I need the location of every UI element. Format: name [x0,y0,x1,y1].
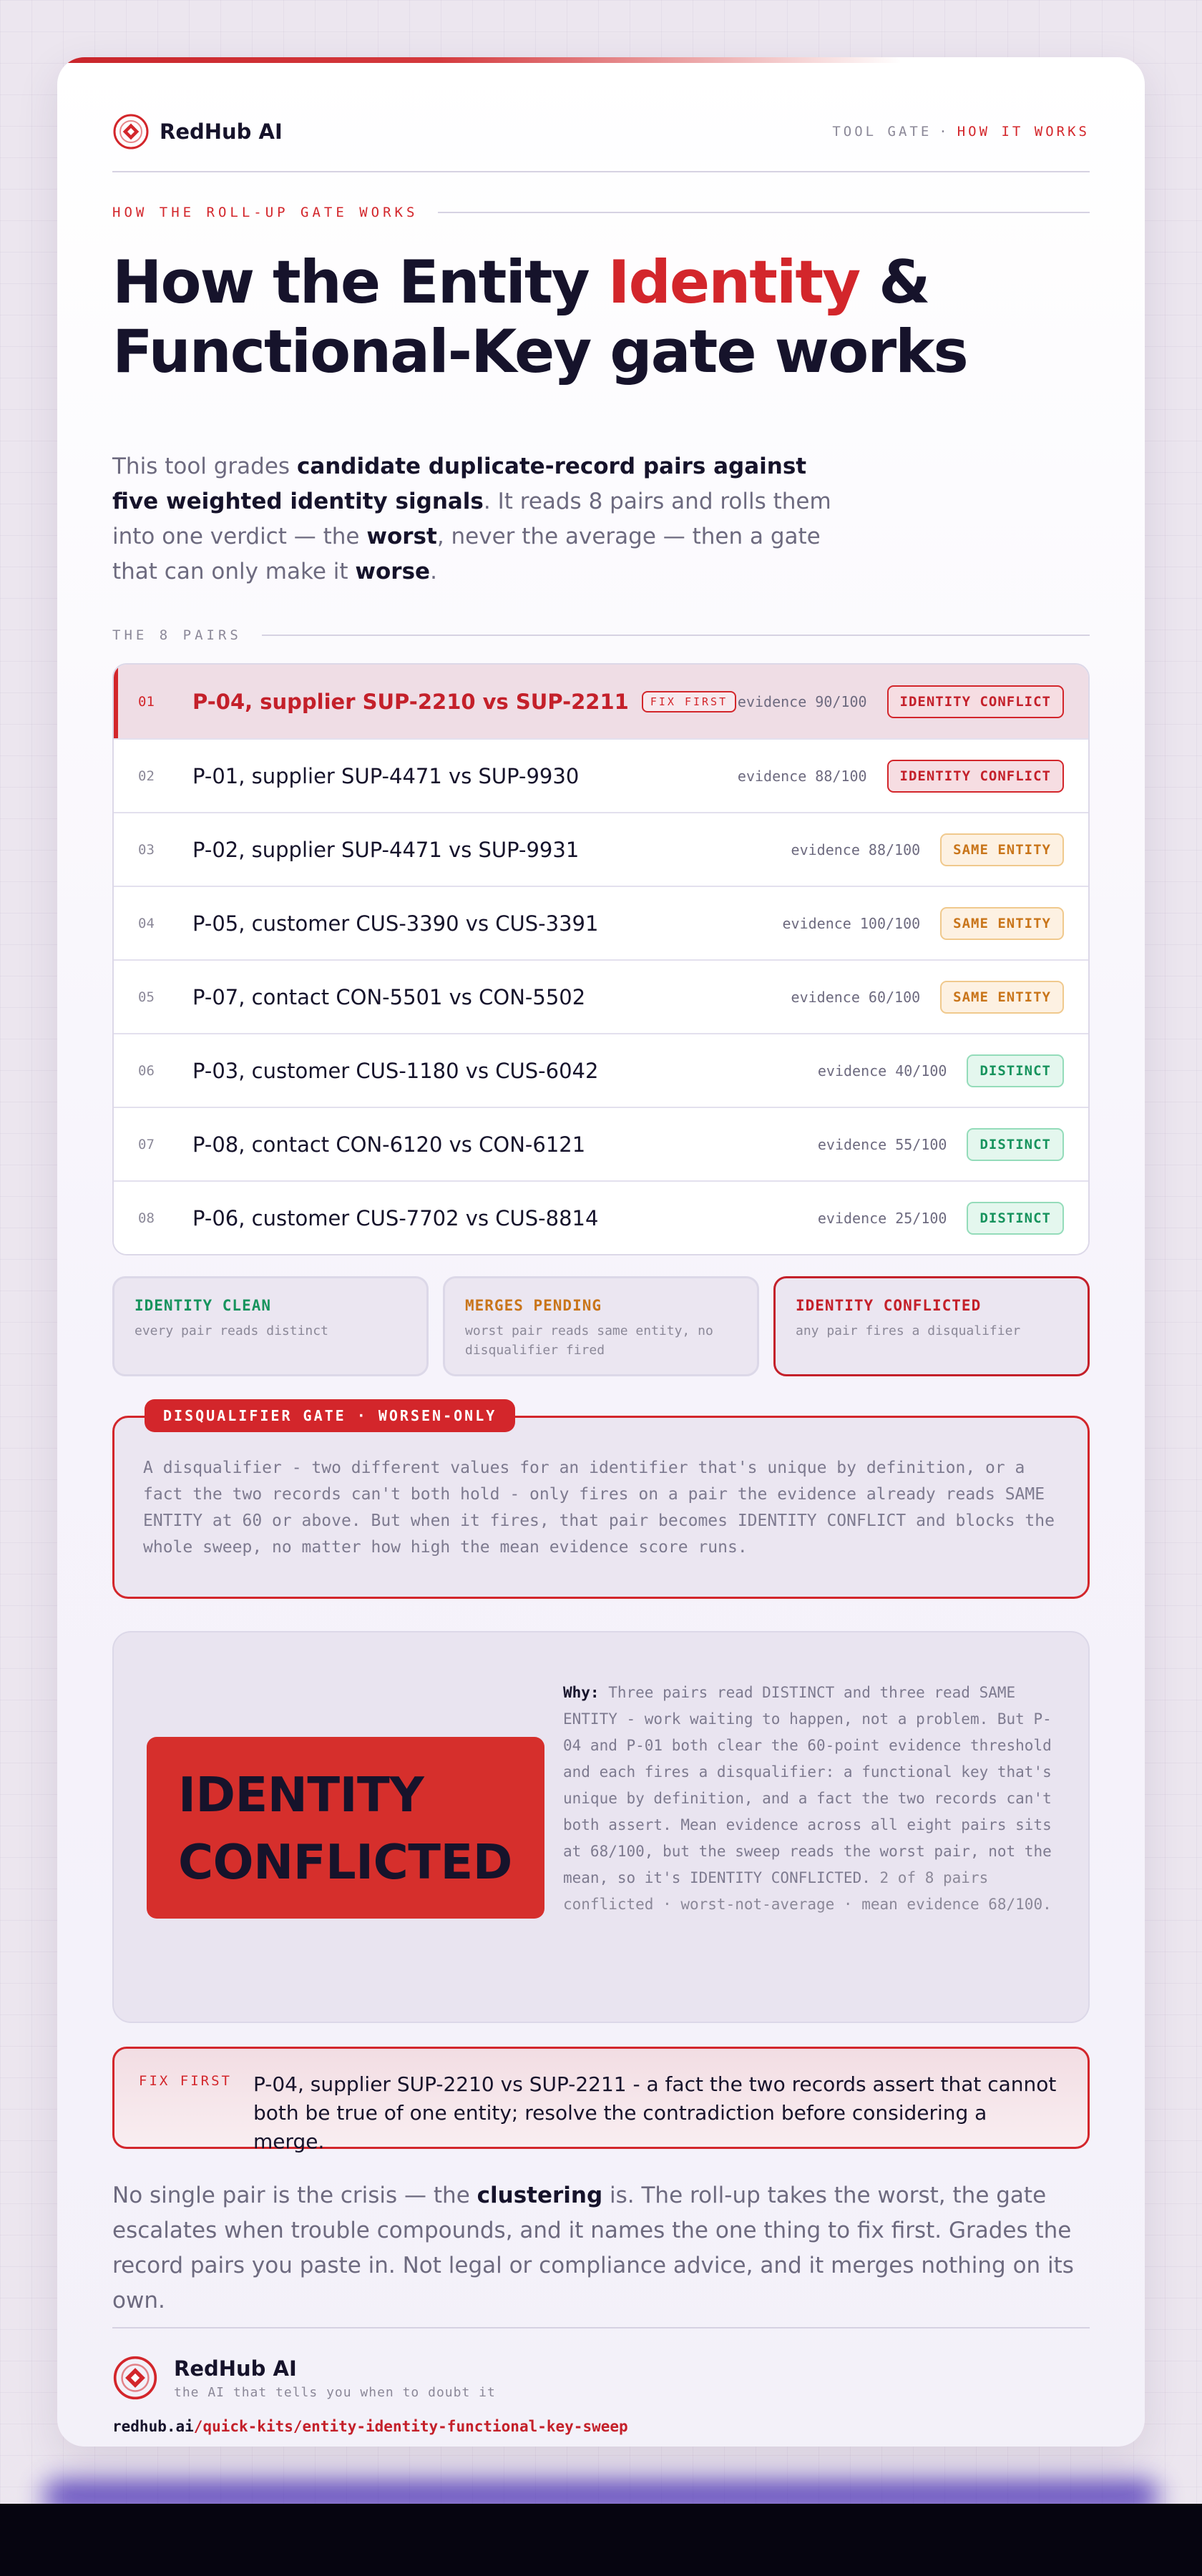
gate-text: A disqualifier - two different values for an identifier that's unique by definition, or a fact the two records can't both hold - only fires on a pair the evidence already reads SAME ENTITY at 60 or above. But when it fires, that pair becomes IDENTITY CONFLICT and blocks the whole sweep, no matter how high the mean evidence score runs. [143,1459,1055,1557]
lede-text: This tool grades [112,454,297,479]
lede-bold: worse [355,559,431,584]
why-label: Why: [563,1684,600,1701]
eyebrow: HOW THE ROLL-UP GATE WORKS [112,205,419,220]
pair-index: 06 [138,1062,155,1079]
disqualifier-gate [112,1407,1090,1599]
status-badge: IDENTITY CONFLICT [887,685,1064,718]
lede-bold: worst [366,524,437,549]
legend-merges-pending [443,1276,759,1376]
closing-text: No single pair is the crisis — the [112,2183,477,2208]
pair-evidence: evidence 55/100 [817,1135,947,1153]
footer-brand-name: RedHub AI [174,2356,297,2381]
pair-row[interactable] [114,1033,1088,1107]
legend-identity-conflicted [773,1276,1090,1376]
pair-name: P-04, supplier SUP-2210 vs SUP-2211 [192,689,629,714]
footer-brand [112,2355,1090,2401]
pair-evidence: evidence 40/100 [817,1062,947,1079]
brand[interactable] [112,113,283,150]
footer [112,2355,1090,2435]
pair-evidence: evidence 60/100 [791,988,921,1006]
why-text: Three pairs read DISTINCT and three read SAME ENTITY - work waiting to happen, not a problem. But P-04 and P-01 both clear the 60-point evidence threshold and each fires a disqualifier: a functional key that's unique by definition, and a fact the two records can't both assert. Mean evidence across all eight pairs sits at 68/100, but the sweep reads the worst pair, not the mean, so it's IDENTITY CONFLICTED. [563,1684,1052,1886]
fix-first-label: FIX FIRST [139,2073,232,2089]
pair-row[interactable] [114,886,1088,959]
verdict-word-2: CONFLICTED [178,1834,512,1890]
legend-title: IDENTITY CONFLICTED [796,1297,982,1314]
status-badge: SAME ENTITY [940,833,1064,866]
title-part-2: & Functional-Key gate works [112,248,967,386]
fix-first-callout [112,2047,1090,2153]
closing-bold: clustering [477,2183,603,2208]
pair-evidence: evidence 90/100 [737,692,867,710]
pair-index: 01 [138,693,155,710]
verdict-word-1: IDENTITY [178,1767,424,1823]
status-badge: DISTINCT [967,1128,1064,1161]
pairs-label-row [112,627,1090,643]
lede [112,449,835,589]
lede-text: . It reads 8 pairs and rolls them into one verdict — the [112,489,831,549]
nav-how-it-works[interactable]: HOW IT WORKS [957,124,1090,139]
pair-name: P-02, supplier SUP-4471 vs SUP-9931 [192,837,580,862]
lede-bold: candidate duplicate-record pairs against five weighted identity signals [112,454,807,514]
pair-index: 02 [138,768,155,784]
pairs-label: THE 8 PAIRS [112,627,242,643]
pair-row[interactable] [114,959,1088,1033]
pair-index: 08 [138,1210,155,1226]
pair-index: 07 [138,1136,155,1152]
redhub-logo-icon [112,2355,158,2401]
pair-row[interactable] [114,738,1088,812]
pair-row[interactable] [114,1180,1088,1254]
header-divider [112,171,1090,172]
title-highlight: Identity [607,248,860,317]
legend-identity-clean [112,1276,429,1376]
footer-divider [112,2327,1090,2328]
pair-name: P-05, customer CUS-3390 vs CUS-3391 [192,911,599,936]
pair-name: P-03, customer CUS-1180 vs CUS-6042 [192,1058,599,1083]
status-badge: DISTINCT [967,1202,1064,1235]
verdict-box [147,1737,544,1919]
legend-title: IDENTITY CLEAN [135,1297,272,1314]
footer-tagline: the AI that tells you when to doubt it [174,2384,496,2400]
eyebrow-row [112,205,1090,220]
legend-title: MERGES PENDING [465,1297,602,1314]
eyebrow-divider [438,212,1090,213]
pair-row[interactable] [114,812,1088,886]
fix-first-tag: FIX FIRST [642,691,736,712]
closing-text: is. The roll-up takes the worst, the gate escalates when trouble compounds, and it names the one thing to fix first. Grades the record pairs you paste in. Not legal or compliance advice, and it merges nothing on its own. [112,2183,1074,2313]
pairs-list [112,663,1090,1255]
title-part-1: How the Entity [112,248,608,317]
pair-evidence: evidence 88/100 [791,841,921,858]
pair-row[interactable] [114,1107,1088,1180]
pair-evidence: evidence 25/100 [817,1209,947,1227]
pair-name: P-01, supplier SUP-4471 vs SUP-9930 [192,763,580,788]
pair-evidence: evidence 100/100 [782,914,921,932]
nav-separator: · [939,124,950,139]
fix-first-text: P-04, supplier SUP-2210 vs SUP-2211 - a fact the two records assert that cannot both be true of one entity; resolve the contradiction before considering a merge. [253,2072,1057,2153]
pairs-label-divider [262,635,1090,636]
verdict-explanation [563,1680,1055,1918]
footer-url-domain: redhub.ai [112,2418,194,2435]
status-badge: IDENTITY CONFLICT [887,760,1064,793]
explainer-card [57,57,1145,2447]
pair-name: P-08, contact CON-6120 vs CON-6121 [192,1132,586,1157]
pair-index: 04 [138,915,155,931]
legend-desc: any pair fires a disqualifier [796,1323,1021,1338]
gate-tag: DISQUALIFIER GATE · WORSEN-ONLY [145,1399,515,1432]
closing-paragraph [112,2178,1093,2318]
pair-row[interactable] [114,665,1088,738]
verdict-legend [112,1276,1090,1376]
legend-desc: every pair reads distinct [135,1323,328,1338]
header [112,110,1090,153]
verdict-panel [112,1631,1090,2023]
bottom-bar [0,2504,1202,2576]
pair-name: P-06, customer CUS-7702 vs CUS-8814 [192,1205,599,1230]
top-nav [832,124,1090,139]
pair-index: 05 [138,989,155,1005]
card-accent-line [57,57,902,63]
footer-url-path: /quick-kits/entity-identity-functional-key-sweep [193,2418,628,2435]
page-title [112,248,1042,386]
status-badge: DISTINCT [967,1054,1064,1087]
pair-index: 03 [138,841,155,858]
pair-name: P-07, contact CON-5501 vs CON-5502 [192,984,586,1009]
verdict-meta: 2 of 8 pairs conflicted · worst-not-average · mean evidence 68/100. [563,1869,1052,1913]
footer-link[interactable] [112,2418,1090,2435]
redhub-logo-icon [112,113,150,150]
nav-tool-gate[interactable]: TOOL GATE [832,124,932,139]
legend-desc: worst pair reads same entity, no disqualifier fired [465,1323,713,1358]
pair-evidence: evidence 88/100 [737,767,867,785]
status-badge: SAME ENTITY [940,981,1064,1014]
lede-text: . [430,559,437,584]
brand-name: RedHub AI [160,119,283,144]
lede-text: , never the average — then a gate that can only make it [112,524,821,584]
status-badge: SAME ENTITY [940,907,1064,940]
